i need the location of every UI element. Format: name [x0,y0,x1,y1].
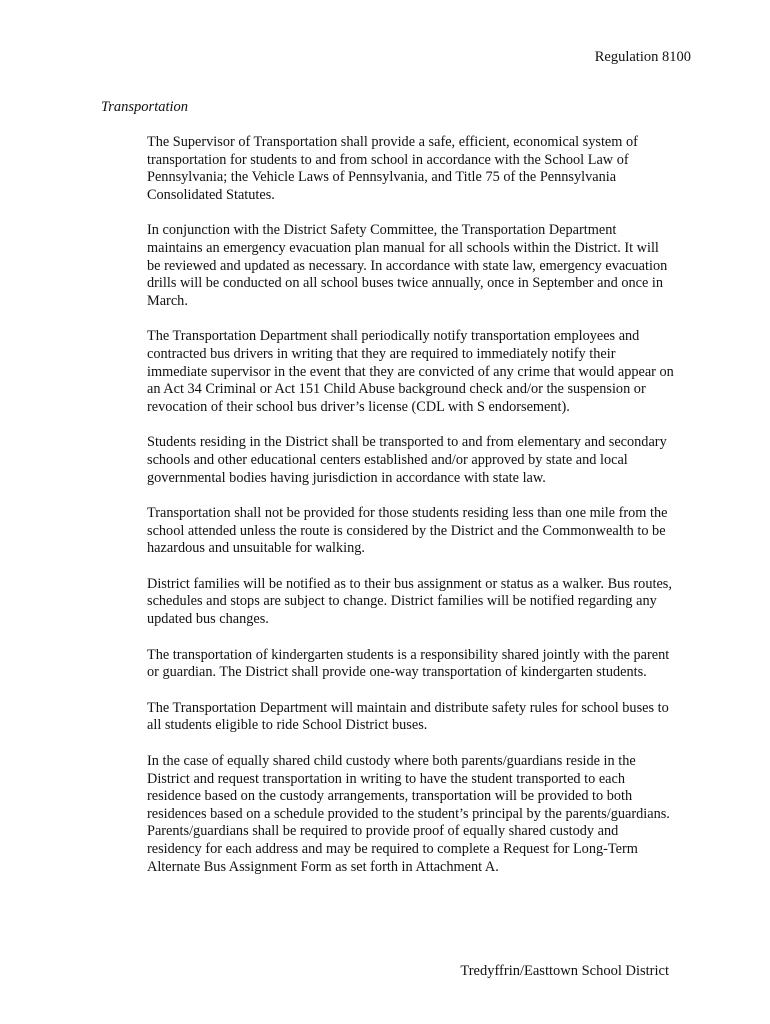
paragraph-walking-distance: Transportation shall not be provided for those students residing less than one mile from the school attended unless the route is considered by the District and the Commonwealth to be hazardous and unsuitable for walking. [147,505,668,557]
paragraph-kindergarten: The transportation of kindergarten students is a responsibility shared jointly with the parent or guardian. The District shall provide one-way transportation of kindergarten students. [147,646,670,681]
paragraph-bus-assignment: District families will be notified as to their bus assignment or status as a walker. Bus routes, schedules and stops are subject to change. District families will be notified regarding any updated bus changes. [147,575,672,628]
document-body [147,134,675,894]
paragraph-supervisor: The Supervisor of Transportation shall provide a safe, efficient, economical system of transportation for students to and from school in accordance with the School Law of Pennsylvania; the Vehicle Laws of Pennsylvania, and Title 75 of the Pennsylvania Consolidated Statutes. [147,134,638,203]
paragraph-safety-rules: The Transportation Department will maintain and distribute safety rules for school buses to all students eligible to ride School District buses. [147,699,669,734]
section-title: Transportation [101,99,189,115]
paragraph-eligibility: Students residing in the District shall be transported to and from elementary and secondary schools and other educational centers established and/or approved by state and local governmental bodies having jurisdiction in accordance with state law. [147,434,667,486]
paragraph-shared-custody: In the case of equally shared child custody where both parents/guardians reside in the District and request transportation in writing to have the student transported to each residence based on the custody arrangements, transportation will be provided to both residences based on a schedule provided to the student’s principal by the parents/guardians. Parents/guardians shall be required to provide proof of equally shared custody and residency for each address and may be required to complete a Request for Long-Term Alternate Bus Assignment Form as set forth in Attachment A. [147,753,670,875]
footer-district-name: Tredyffrin/Easttown School District [460,963,669,979]
paragraph-evacuation: In conjunction with the District Safety Committee, the Transportation Department maintains an emergency evacuation plan manual for all schools within the District. It will be reviewed and updated as necessary. In accordance with state law, emergency evacuation drills will be conducted on all school buses twice annually, once in September and once in March. [147,222,668,309]
regulation-number: Regulation 8100 [594,49,691,65]
paragraph-driver-notification: The Transportation Department shall periodically notify transportation employees and contracted bus drivers in writing that they are required to immediately notify their immediate supervisor in the event that they are convicted of any crime that would appear on an Act 34 Criminal or Act 151 Child Abuse background check and/or the suspension or revocation of their school bus driver’s license (CDL with S endorsement). [147,328,674,415]
